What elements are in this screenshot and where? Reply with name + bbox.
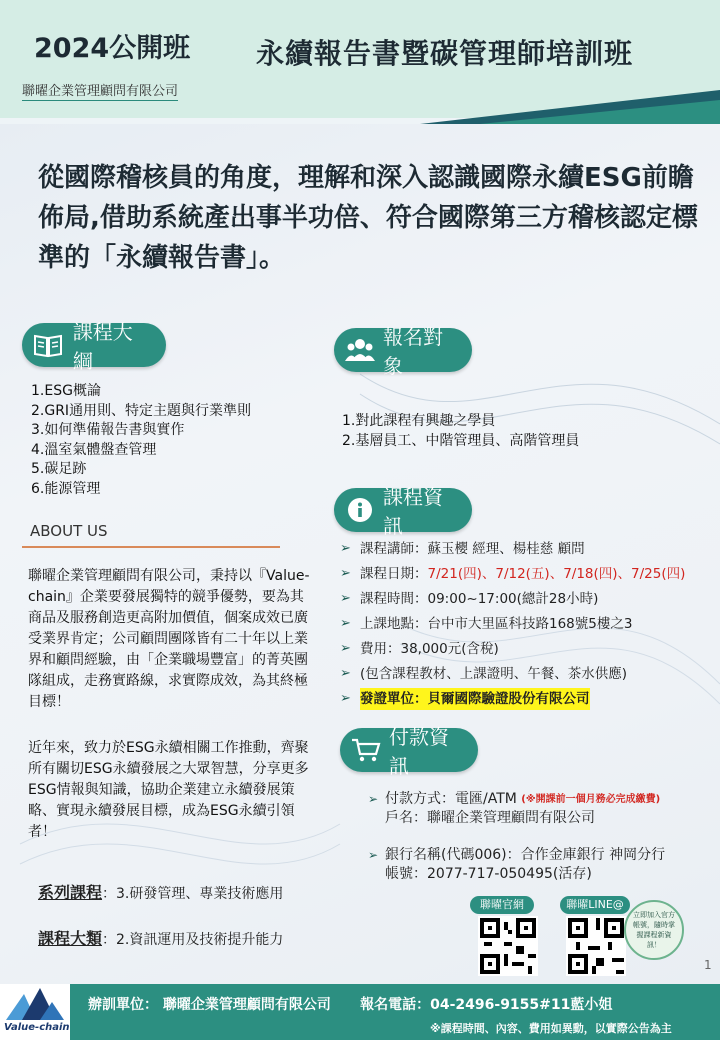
info-date: ➢ 課程日期： 7/21(四)、7/12(五)、7/18(四)、7/25(四) bbox=[340, 563, 718, 588]
arrow-icon: ➢ bbox=[340, 666, 351, 681]
list-item: 1.ESG概論 bbox=[31, 383, 101, 399]
course-category: 課程大類：2.資訊運用及技術提升能力 bbox=[38, 929, 284, 948]
payment-bank: ➢ 銀行名稱(代碼006)：合作金庫銀行 神岡分行 bbox=[368, 847, 666, 863]
target-list bbox=[342, 412, 579, 451]
outline-list bbox=[31, 382, 251, 499]
value-chain-logo-icon bbox=[6, 988, 64, 1020]
arrow-icon: ➢ bbox=[340, 566, 351, 581]
list-item: 5.碳足跡 bbox=[31, 461, 87, 477]
list-item: 6.能源管理 bbox=[31, 480, 101, 497]
arrow-icon: ➢ bbox=[340, 641, 351, 656]
info-location: ➢ 上課地點：台中市大里區科技路168號5樓之3 bbox=[340, 613, 718, 638]
arrow-icon: ➢ bbox=[340, 591, 351, 606]
footer-note: ※課程時間、內容、費用如異動，以實際公告為主 bbox=[430, 1022, 672, 1035]
website-qr-code[interactable] bbox=[478, 916, 538, 976]
payment-heading bbox=[340, 725, 478, 778]
arrow-icon: ➢ bbox=[340, 691, 351, 706]
info-includes: ➢ (包含課程教材、上課證明、午餐、茶水供應) bbox=[340, 663, 718, 688]
about-paragraph: 近年來，致力於ESG永續相關工作推動，齊聚所有關切ESG永續發展之大眾智慧，分享更多ESG情報與知識，協助企業建立永續發展策略、實現永續發展目標，成為ESG永續引領者！ bbox=[28, 740, 309, 840]
list-item: 3.如何準備報告書與實作 bbox=[31, 422, 185, 438]
list-item: 1.對此課程有興趣之學員 bbox=[342, 413, 496, 429]
year-label: 2024公開班 bbox=[34, 33, 191, 64]
organizer: 辦訓單位： 聯曜企業管理顧問有限公司 bbox=[88, 997, 331, 1013]
line-qr-label: 聯曜LINE@ bbox=[560, 896, 630, 914]
arrow-icon: ➢ bbox=[340, 616, 351, 631]
info-list bbox=[340, 538, 718, 713]
info-title: 課程資訊 bbox=[383, 485, 444, 538]
logo-text: Value-chain bbox=[4, 1022, 70, 1033]
outline-title: 課程大綱 bbox=[72, 320, 133, 373]
people-icon bbox=[344, 333, 375, 367]
info-heading bbox=[334, 485, 472, 538]
info-instructor: ➢ 課程講師：蘇玉櫻 經理、楊桂慈 顧問 bbox=[340, 538, 718, 563]
outline-heading bbox=[22, 320, 166, 373]
about-divider bbox=[22, 546, 280, 548]
line-promo-badge: 立即加入官方帳號，隨時掌握課程新資訊！ bbox=[624, 900, 684, 960]
course-title: 永續報告書暨碳管理師培訓班 bbox=[256, 37, 634, 70]
payment-details bbox=[368, 790, 713, 884]
arrow-icon: ➢ bbox=[368, 792, 379, 806]
series-course: 系列課程：3.研發管理、專業技術應用 bbox=[38, 883, 284, 902]
arrow-icon: ➢ bbox=[368, 848, 379, 862]
hero-statement: 從國際稽核員的角度，理解和深入認識國際永續ESG前瞻佈局,借助系統產出事半功倍、符合國際第三方稽核認定標準的「永續報告書」。 bbox=[38, 163, 698, 273]
header-swoosh bbox=[420, 90, 720, 124]
footer-contact bbox=[88, 994, 612, 1014]
info-time: ➢ 課程時間：09:00~17:00(總計28小時) bbox=[340, 588, 718, 613]
phone: 報名電話：04-2496-9155#11藍小姐 bbox=[360, 997, 613, 1013]
page-number: 1 bbox=[704, 958, 712, 972]
org-name: 聯曜企業管理顧問有限公司 bbox=[22, 80, 178, 101]
payment-note: (※開課前一個月務必完成繳費) bbox=[521, 794, 661, 805]
about-title: ABOUT US bbox=[30, 522, 108, 540]
info-fee: ➢ 費用：38,000元(含稅) bbox=[340, 638, 718, 663]
line-qr-code[interactable] bbox=[566, 916, 626, 976]
website-qr-label: 聯曜官網 bbox=[470, 896, 534, 914]
book-icon bbox=[32, 328, 65, 362]
info-issuer: ➢ 發證單位：貝爾國際驗證股份有限公司 bbox=[340, 688, 718, 713]
arrow-icon: ➢ bbox=[340, 541, 351, 556]
payment-title: 付款資訊 bbox=[389, 725, 450, 778]
cart-icon bbox=[350, 733, 381, 767]
payment-method: ➢ 付款方式：電匯/ATM (※開課前一個月務必完成繳費) bbox=[368, 791, 661, 807]
target-title: 報名對象 bbox=[383, 325, 444, 378]
payment-account-name: 戶名：聯曜企業管理顧問有限公司 bbox=[385, 810, 595, 826]
about-paragraph: 聯曜企業管理顧問有限公司，秉持以『Value-chain』企業要發展獨特的競爭優勢，要為其商品及服務創造更高附加價值，個案成效已廣受業界肯定；公司顧問團隊皆有二十年以上業界和顧問經驗，由「企業職場豐富」的菁英團隊組成，走務實路線，求實際成效，為其終極目標！ bbox=[28, 568, 310, 710]
payment-account-no: 帳號：2077-717-050495(活存) bbox=[385, 866, 592, 882]
target-heading bbox=[334, 325, 472, 378]
list-item: 2.基層員工、中階管理員、高階管理員 bbox=[342, 432, 580, 449]
list-item: 4.溫室氣體盤查管理 bbox=[31, 441, 157, 458]
list-item: 2.GRI通用則、特定主題與行業準則 bbox=[31, 402, 252, 419]
info-icon bbox=[344, 493, 375, 527]
